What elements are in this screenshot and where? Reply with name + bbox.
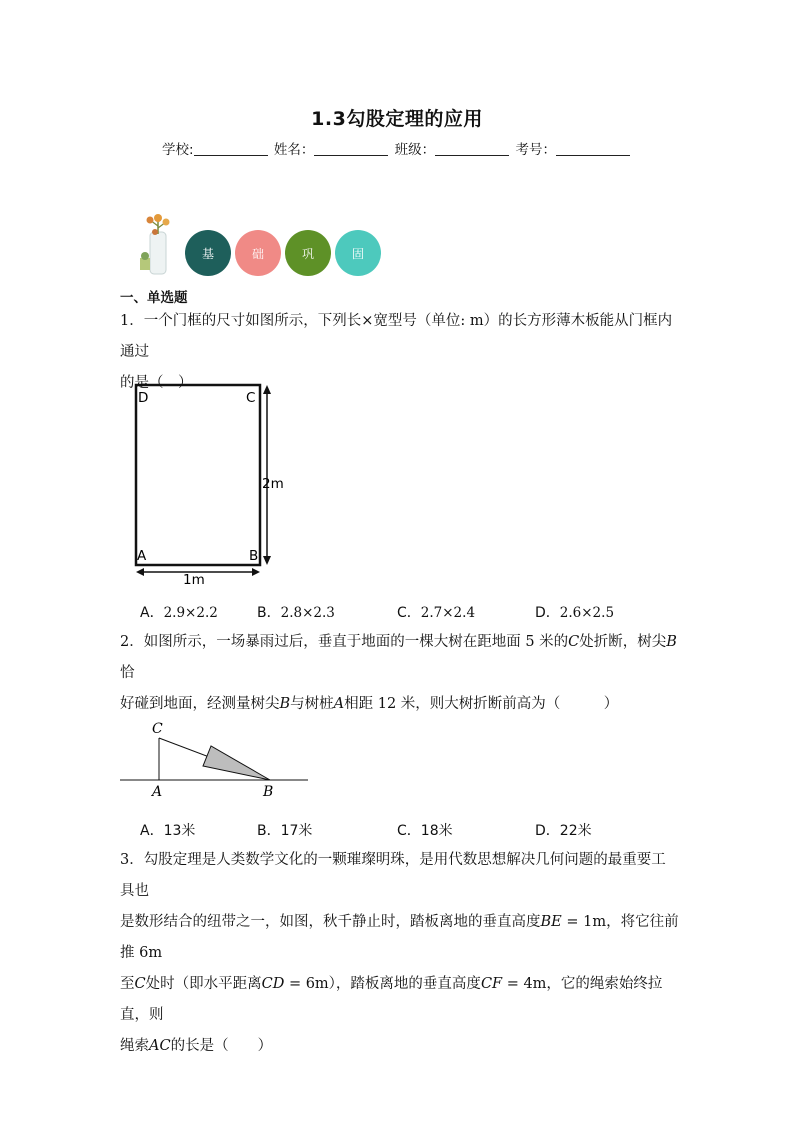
door-frame-rect: [136, 385, 260, 565]
badge-gu: 固: [335, 230, 381, 276]
badge-ji: 基: [185, 230, 231, 276]
q2-option-c[interactable]: C．18米: [397, 823, 453, 839]
school-blank: [194, 143, 268, 156]
height-arrow-down: [263, 556, 271, 565]
question-2-line-1: 2．如图所示，一场暴雨过后，垂直于地面的一棵大树在距地面 5 米的C处折断，树尖B恰: [120, 634, 677, 681]
label-B: B: [249, 548, 259, 564]
label-C: C: [246, 390, 256, 406]
broken-tree-figure: [118, 716, 313, 802]
question-3-line-3: 至C处时（即水平距离CD = 6m），踏板离地的垂直高度CF = 4m，它的绳索始终拉直，则: [120, 976, 663, 1023]
width-arrow-left: [136, 568, 144, 576]
width-arrow-right: [252, 568, 260, 576]
height-label: 2m: [262, 476, 284, 492]
q2-option-d[interactable]: D．22米: [535, 823, 592, 839]
name-blank: [314, 143, 388, 156]
section-heading: 一、单选题: [120, 290, 188, 306]
number-label: 考号：: [515, 142, 556, 158]
name-label: 姓名：: [273, 142, 315, 158]
width-label: 1m: [183, 572, 205, 588]
badge-chu: 础: [235, 230, 281, 276]
label-A: A: [152, 784, 163, 800]
school-label: 学校:: [162, 142, 194, 158]
page-title: 1.3勾股定理的应用: [311, 108, 483, 130]
question-1-line-1: 1．一个门框的尺寸如图所示，下列长×宽型号（单位: m）的长方形薄木板能从门框内通过: [120, 313, 673, 360]
label-D: D: [138, 390, 149, 406]
q1-option-a[interactable]: A．2.9×2.2: [140, 605, 218, 621]
q1-option-d[interactable]: D．2.6×2.5: [535, 605, 615, 621]
q1-option-b[interactable]: B．2.8×2.3: [257, 605, 335, 621]
label-A: A: [137, 548, 147, 564]
q2-option-a[interactable]: A．13米: [140, 823, 196, 839]
tree-crown: [203, 746, 270, 780]
door-frame-figure: [120, 378, 300, 590]
question-1-line-2: 的是（ ）: [120, 375, 193, 391]
question-3-line-1: 3．勾股定理是人类数学文化的一颗璀璨明珠，是用代数思想解决几何问题的最重要工具也: [120, 852, 666, 899]
question-3-line-4: 绳索AC的长是（ ）: [120, 1038, 273, 1054]
student-info-line: [0, 138, 794, 158]
question-2-line-2: 好碰到地面，经测量树尖B与树桩A相距 12 米，则大树折断前高为（ ）: [120, 696, 619, 712]
q2-option-b[interactable]: B．17米: [257, 823, 313, 839]
class-blank: [435, 143, 509, 156]
label-C: C: [152, 721, 163, 737]
number-blank: [556, 143, 630, 156]
badge-gong: 巩: [285, 230, 331, 276]
question-2-text: [120, 627, 680, 720]
label-B: B: [263, 784, 274, 800]
plant-vase-icon: [136, 214, 180, 278]
question-3-text: [120, 845, 680, 1062]
question-3-line-2: 是数形结合的纽带之一，如图，秋千静止时，踏板离地的垂直高度BE = 1m，将它往前推 6m: [120, 914, 679, 961]
height-arrow-up: [263, 385, 271, 394]
class-label: 班级：: [394, 142, 436, 158]
q1-option-c[interactable]: C．2.7×2.4: [397, 605, 476, 621]
